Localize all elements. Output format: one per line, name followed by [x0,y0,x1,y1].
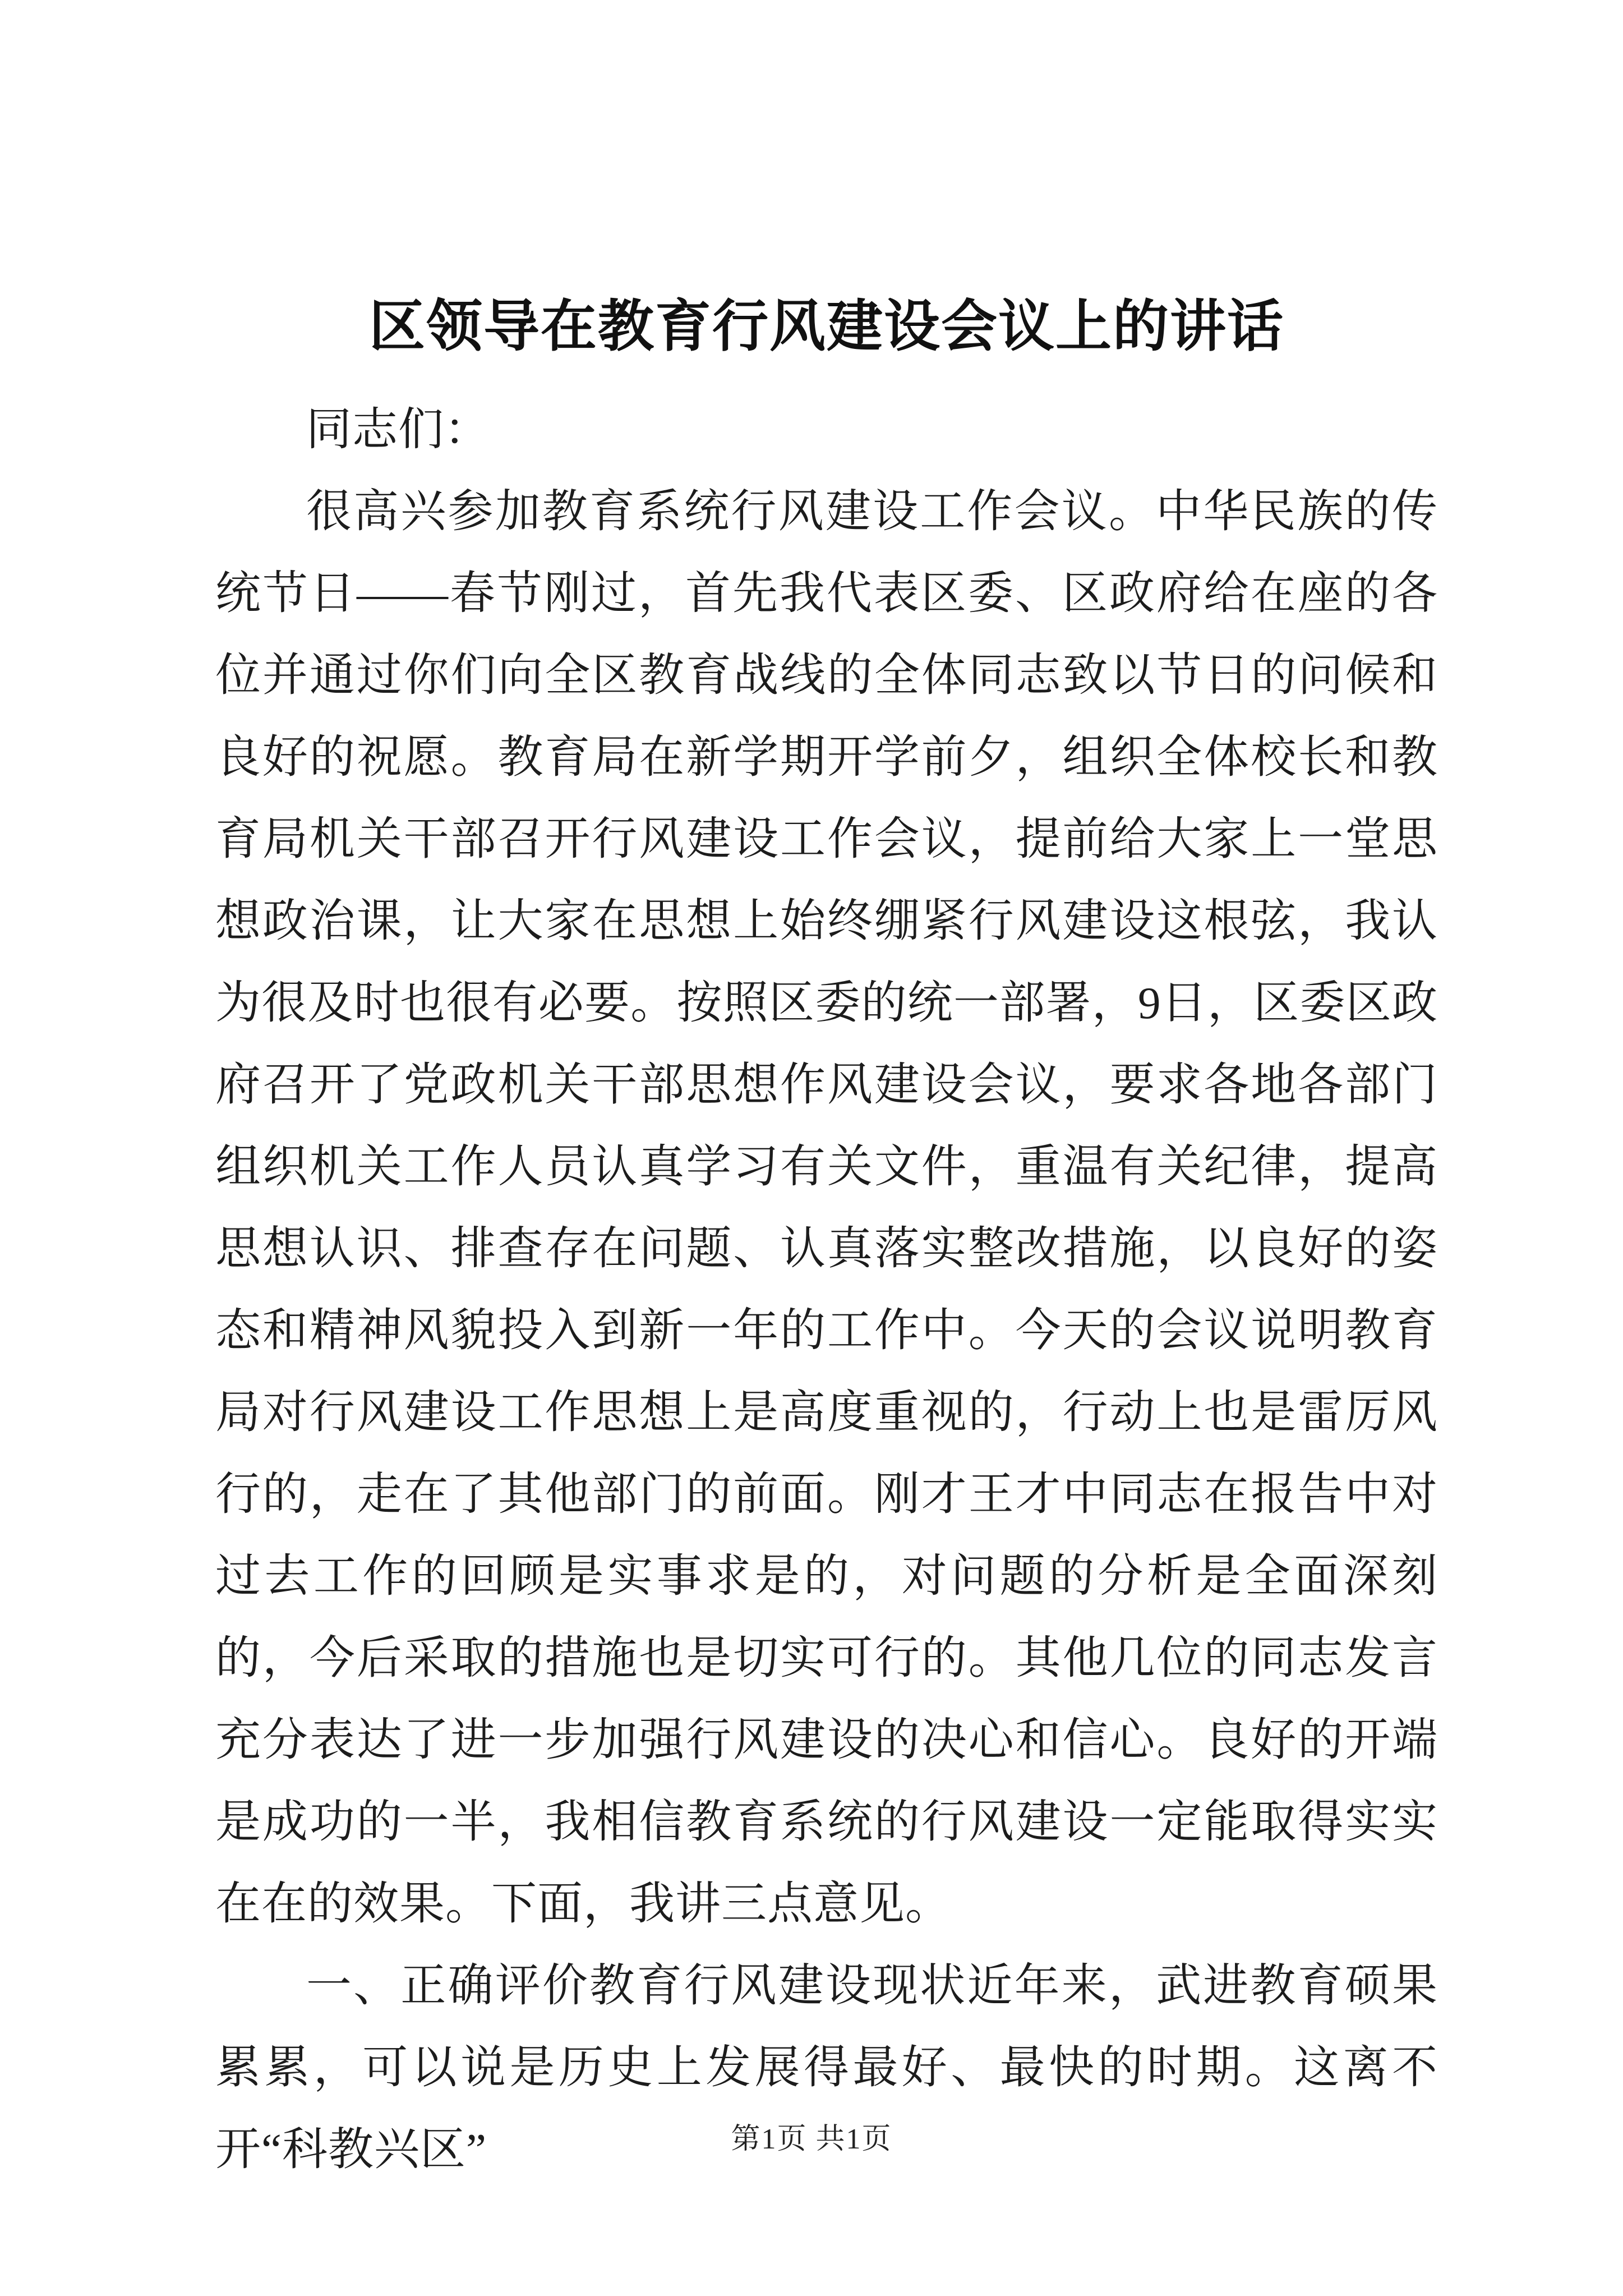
paragraph-body: 很高兴参加教育系统行风建设工作会议。中华民族的传统节日——春节刚过，首先我代表区委、区政府给在座的各位并通过你们向全区教育战线的全体同志致以节日的问候和良好的祝愿。教育局在新学期开学前夕，组织全体校长和教育局机关干部召开行风建设工作会议，提前给大家上一堂思想政治课，让大家在思想上始终绷紧行风建设这根弦，我认为很及时也很有必要。按照区委的统一部署，9日，区委区政府召开了党政机关干部思想作风建设会议，要求各地各部门组织机关工作人员认真学习有关文件，重温有关纪律，提高思想认识、排查存在问题、认真落实整改措施，以良好的姿态和精神风貌投入到新一年的工作中。今天的会议说明教育局对行风建设工作思想上是高度重视的，行动上也是雷厉风行的，走在了其他部门的前面。刚才王才中同志在报告中对过去工作的回顾是实事求是的，对问题的分析是全面深刻的，今后采取的措施也是切实可行的。其他几位的同志发言充分表达了进一步加强行风建设的决心和信心。良好的开端是成功的一半，我相信教育系统的行风建设一定能取得实实在在的效果。下面，我讲三点意见。 [215,486,1438,1929]
paragraph-section-one: 一、正确评价教育行风建设现状近年来，武进教育硕果累累，可以说是历史上发展得最好、最快的时期。这离不开“科教兴区” [215,1961,1438,2175]
document-title: 区领导在教育行风建设会议上的讲话 [369,296,1284,358]
paragraph-salutation: 同志们： [306,404,491,455]
page-number-footer: 第1页 共1页 [731,2123,892,2155]
